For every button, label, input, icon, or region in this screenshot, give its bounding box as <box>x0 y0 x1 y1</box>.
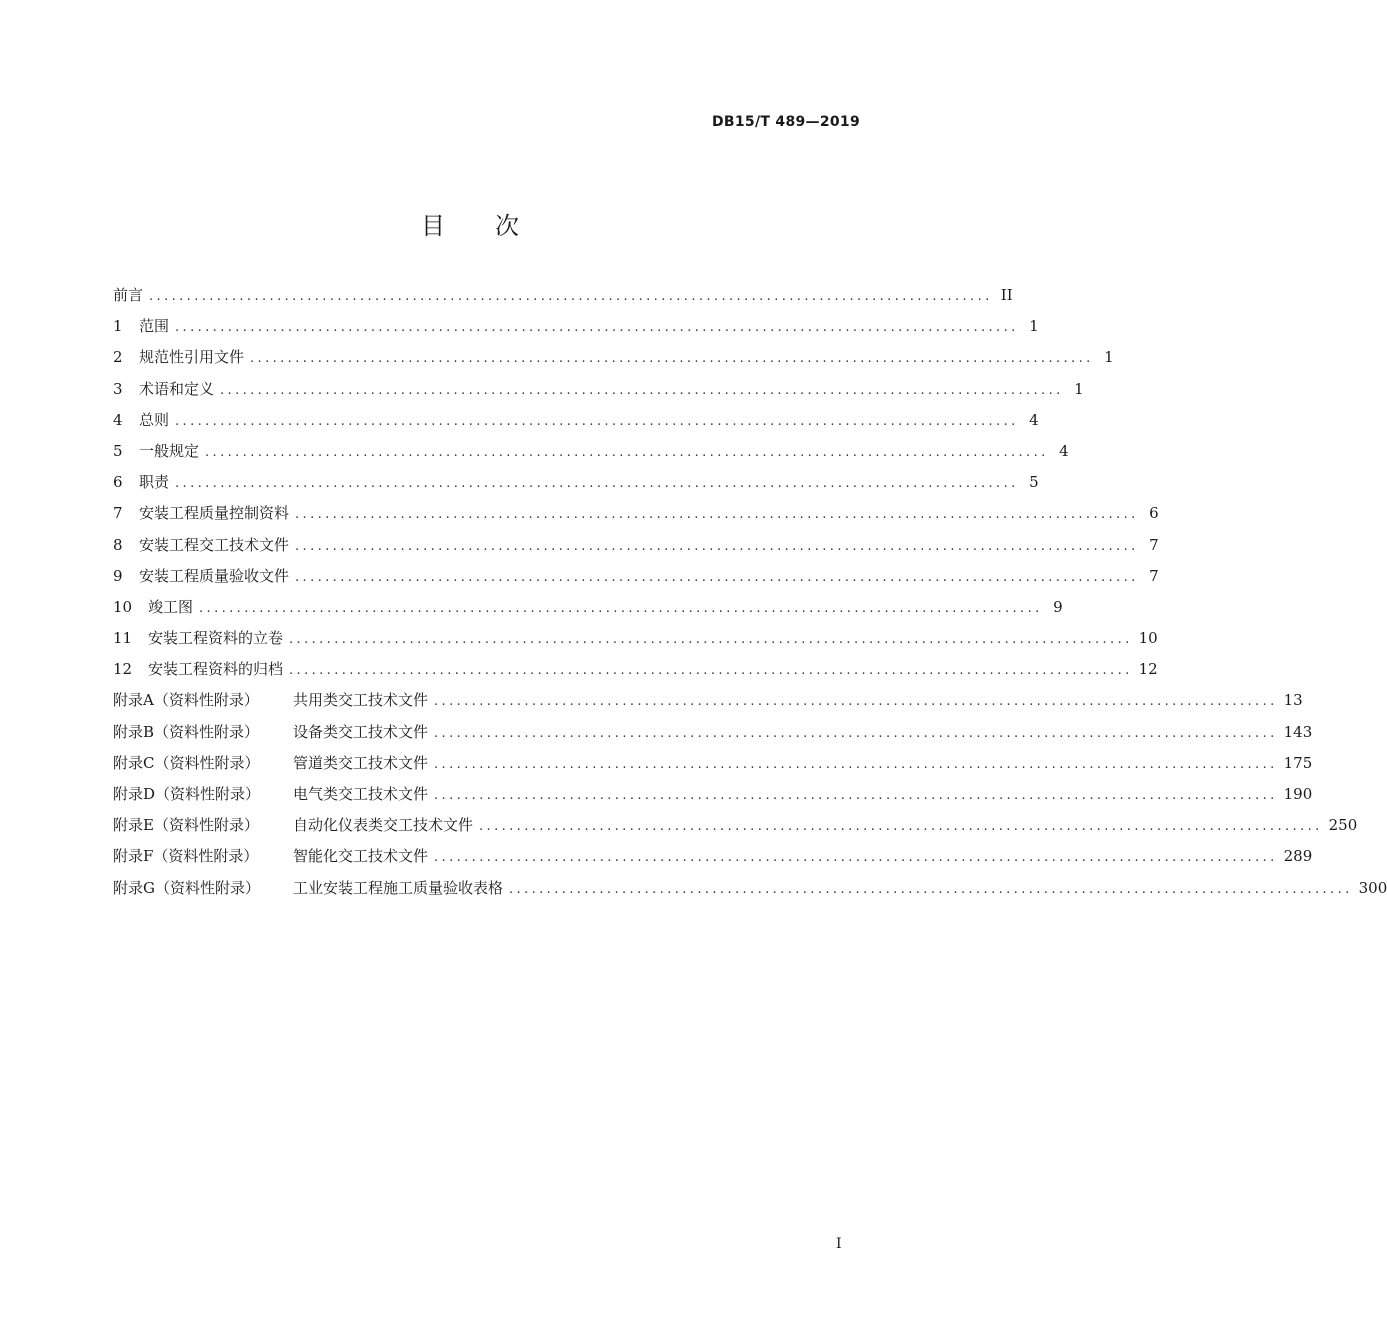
toc-leader-dots: ................................................................................................................ <box>434 788 1278 803</box>
toc-leader-dots: ................................................................................................................ <box>250 351 1094 367</box>
toc-appendix-label: 附录D（资料性附录） <box>113 785 261 803</box>
toc-entry-10[interactable] <box>113 596 1063 627</box>
toc-page-number: 1 <box>1104 348 1114 367</box>
toc-leader-dots: ................................................................................................................ <box>434 725 1278 741</box>
toc-page-number: 5 <box>1029 473 1039 492</box>
toc-number: 9 <box>113 566 123 585</box>
toc-appendix-label: 附录F（资料性附录） <box>113 847 259 866</box>
toc-appendix-a[interactable] <box>113 689 1303 720</box>
toc-appendix-f[interactable] <box>113 845 1313 876</box>
toc-label: 安装工程资料的立卷 <box>148 629 284 648</box>
toc-page-number: 190 <box>1283 785 1313 803</box>
toc-leader-dots: ................................................................................................................ <box>149 289 993 304</box>
toc-page-number: 9 <box>1053 597 1063 616</box>
toc-leader-dots: ................................................................................................................ <box>289 663 1133 679</box>
toc-appendix-label: 附录A（资料性附录） <box>113 691 259 710</box>
toc-appendix-c[interactable] <box>113 752 1313 783</box>
toc-page-number: 175 <box>1283 753 1313 772</box>
toc-label: 安装工程质量控制资料 <box>139 504 290 523</box>
toc-number: 6 <box>113 473 123 492</box>
toc-leader-dots: ................................................................................................................ <box>289 632 1133 648</box>
toc-page-number: 1 <box>1074 379 1084 398</box>
toc-label: 管道类交工技术文件 <box>293 753 429 772</box>
toc-leader-dots: ................................................................................................................ <box>199 600 1043 616</box>
toc-number: 10 <box>113 597 133 616</box>
page-number: I <box>836 1236 842 1252</box>
toc-appendix-e[interactable] <box>113 814 1358 845</box>
toc-entry-8[interactable] <box>113 534 1159 565</box>
toc-appendix-d[interactable] <box>113 783 1313 814</box>
toc-label: 工业安装工程施工质量验收表格 <box>293 878 504 897</box>
toc-label: 智能化交工技术文件 <box>293 847 429 866</box>
toc-label: 电气类交工技术文件 <box>293 785 429 803</box>
toc-label: 职责 <box>139 473 170 492</box>
toc-page-number: 10 <box>1138 629 1158 648</box>
toc-page-number: 6 <box>1149 504 1159 523</box>
toc-appendix-label: 附录C（资料性附录） <box>113 753 260 772</box>
toc-page-number: 4 <box>1029 410 1039 429</box>
toc-page-number: 250 <box>1328 816 1358 835</box>
toc-label: 前言 <box>113 286 144 304</box>
toc-page-number: 289 <box>1283 847 1313 866</box>
toc-entry-3[interactable] <box>113 378 1084 409</box>
toc-leader-dots: ................................................................................................................ <box>175 413 1019 429</box>
toc-label: 设备类交工技术文件 <box>293 722 429 741</box>
toc-number: 1 <box>113 317 123 336</box>
toc-number: 3 <box>113 379 123 398</box>
toc-label: 范围 <box>139 317 170 336</box>
toc-number: 5 <box>113 441 123 460</box>
toc-entry-7[interactable] <box>113 502 1159 533</box>
toc-page-number: 12 <box>1138 660 1158 679</box>
toc-entry-1[interactable] <box>113 315 1039 346</box>
standard-code: DB15/T 489—2019 <box>712 114 860 130</box>
toc-appendix-g[interactable] <box>113 877 1387 908</box>
toc-leader-dots: ................................................................................................................ <box>295 538 1139 554</box>
toc-label: 术语和定义 <box>139 379 215 398</box>
toc-number: 12 <box>113 660 133 679</box>
toc-entry-12[interactable] <box>113 658 1158 689</box>
toc-leader-dots: ................................................................................................................ <box>434 850 1278 866</box>
toc-entry-6[interactable] <box>113 471 1039 502</box>
toc-entry-5[interactable] <box>113 440 1069 471</box>
toc-label: 安装工程交工技术文件 <box>139 535 290 554</box>
toc-page-number: 1 <box>1029 317 1039 336</box>
toc-appendix-label: 附录E（资料性附录） <box>113 816 259 835</box>
toc-number: 11 <box>113 629 133 648</box>
toc-label: 竣工图 <box>148 597 194 616</box>
table-of-contents <box>113 284 1387 908</box>
toc-page-number: 143 <box>1283 722 1313 741</box>
toc-leader-dots: ................................................................................................................ <box>175 476 1019 492</box>
toc-appendix-label: 附录G（资料性附录） <box>113 878 260 897</box>
toc-entry-preface[interactable] <box>113 284 1013 315</box>
toc-title: 目次 <box>421 212 569 240</box>
toc-leader-dots: ................................................................................................................ <box>205 444 1049 460</box>
toc-appendix-b[interactable] <box>113 721 1313 752</box>
toc-page-number: 13 <box>1283 691 1303 710</box>
toc-entry-2[interactable] <box>113 346 1114 377</box>
toc-page-number: 300 <box>1358 878 1387 897</box>
toc-page-number: 7 <box>1149 566 1159 585</box>
toc-label: 自动化仪表类交工技术文件 <box>293 816 474 835</box>
toc-leader-dots: ................................................................................................................ <box>479 819 1323 835</box>
toc-leader-dots: ................................................................................................................ <box>434 756 1278 772</box>
toc-label: 一般规定 <box>139 441 200 460</box>
toc-page-number: II <box>1000 286 1013 304</box>
toc-leader-dots: ................................................................................................................ <box>295 507 1139 523</box>
toc-leader-dots: ................................................................................................................ <box>295 569 1139 585</box>
toc-leader-dots: ................................................................................................................ <box>175 320 1019 336</box>
toc-number: 4 <box>113 410 123 429</box>
toc-entry-9[interactable] <box>113 565 1159 596</box>
toc-label: 安装工程资料的归档 <box>148 660 284 679</box>
toc-entry-11[interactable] <box>113 627 1158 658</box>
toc-leader-dots: ................................................................................................................ <box>220 382 1064 398</box>
toc-page-number: 4 <box>1059 441 1069 460</box>
toc-entry-4[interactable] <box>113 409 1039 440</box>
toc-label: 规范性引用文件 <box>139 348 245 367</box>
toc-page-number: 7 <box>1149 535 1159 554</box>
toc-label: 总则 <box>139 410 170 429</box>
toc-label: 安装工程质量验收文件 <box>139 566 290 585</box>
toc-number: 8 <box>113 535 123 554</box>
toc-leader-dots: ................................................................................................................ <box>434 694 1278 710</box>
toc-leader-dots: ................................................................................................................ <box>509 881 1353 897</box>
toc-label: 共用类交工技术文件 <box>293 691 429 710</box>
toc-appendix-label: 附录B（资料性附录） <box>113 722 260 741</box>
toc-number: 2 <box>113 348 123 367</box>
toc-number: 7 <box>113 504 123 523</box>
